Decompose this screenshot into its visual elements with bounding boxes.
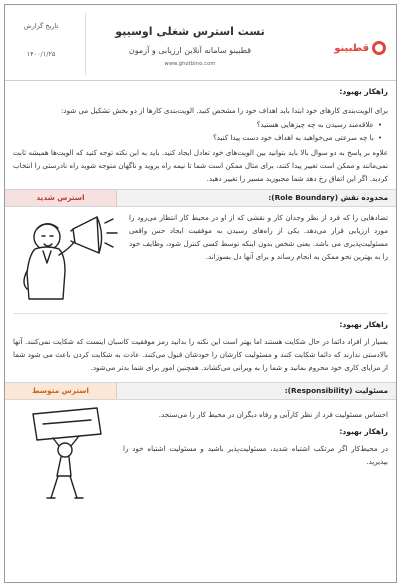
brand-logo xyxy=(334,41,386,55)
role-boundary-bar xyxy=(5,189,396,207)
report-header xyxy=(5,5,396,81)
solution-intro: برای الویت‌بندی کارهای خود ابتدا باید اهداف خود را مشخص کنید. الویت‌بندی کارها از دو بخش تشکیل می شود: xyxy=(61,106,388,115)
responsibility-title: مسئولیت (Responsibility): xyxy=(284,386,388,395)
role-boundary-body: تضادهایی را که فرد از نظر وجدان کار و نقشی که از او در محیط کار انتظار می‌رود را مورد ارزیابی قرار می‌دهد. یکی از راه‌های رسیدن به موفقیت ایجاد حس واقعی مسئولیت‌پذیری می باشد. یعنی شخص بدون اینکه توسط کسی کنترل شود، وظایف خود را به بهترین نحو ممکن به انجام رساند و برای آنها دل بسوزاند. xyxy=(129,213,388,261)
document-subtitle: قطبینو سامانه آنلاین ارزیابی و آزمون xyxy=(128,46,252,55)
bullet-item: • با چه سرعتی می‌خواهید به اهداف خود دست پیدا کنید؟ xyxy=(13,131,382,144)
site-url: www.ghotbino.com xyxy=(164,61,216,67)
logo-text: قطبینو xyxy=(334,42,369,54)
role-boundary-section xyxy=(5,207,396,307)
person-carrying-load-illustration xyxy=(13,404,117,502)
responsibility-solution-body: در محیط‌کار اگر مرتکب اشتباه شدید، مسئولیت‌پذیر باشید و مسئولیت اشتباه خود را بپذیرید. xyxy=(123,444,388,466)
header-divider xyxy=(85,13,86,75)
date-value: ۱۴۰۰/۱/۲۵ xyxy=(26,50,56,58)
divider xyxy=(13,313,388,314)
role-boundary-title: محدوده نقش (Role Boundary): xyxy=(268,193,388,202)
responsibility-section xyxy=(5,400,396,502)
document-title: تست استرس شغلی اوسیپو xyxy=(115,25,265,38)
solution-label: راهکار بهبود: xyxy=(339,87,388,96)
title-block xyxy=(91,25,289,67)
bullet-item: • علاقه‌مند رسیدن به چه چیزهایی هستید؟ xyxy=(13,118,382,131)
solution-bullets xyxy=(13,118,388,144)
megaphone-man-illustration xyxy=(13,211,123,307)
role-solution-body: بسیار از افراد دائما در حال شکایت هستند اما بهتر است این نکته را بدانید رمز موفقیت کاسبان اینست که شکایت نمی‌کنند. آنها بالادستی ندارند که دائما شکایت کنند و مسئولیت کارشان را خودشان قبول می‌کنند. عادت به شکایت کردن باعث می شود شما از مزایای کاری خود محروم بمانید و شما را به ویرانی می‌کشاند. همچنین امور برای شما بدتر می‌شود. xyxy=(13,337,388,372)
stress-level-badge: استرس متوسط xyxy=(5,383,117,399)
responsibility-body: احساس مسئولیت فرد از نظر کارآیی و رفاه دیگران در محیط کار را می‌سنجد. xyxy=(158,410,388,419)
logo-icon xyxy=(372,41,386,55)
role-solution-section xyxy=(5,320,396,374)
solution-section-1 xyxy=(5,87,396,185)
date-label: تاریخ گزارش xyxy=(23,22,59,30)
report-date xyxy=(19,22,63,58)
solution-body: علاوه بر پاسخ به دو سوال بالا باید بتوانید بین الویت‌های خود تعادل ایجاد کنید. باید به این نکته توجه کنید که الویت‌ها همیشه ثابت نمی‌مانند و ممکن است تغییر پیدا کنند، برای مثال ممکن است شما تا نیمه راه بروید و ناگهان متوجه شوید راه نادرستی را انتخاب کردید. اگر این اتفاق رخ دهد شما مجبورید مسیر را تغییر دهید. xyxy=(13,148,388,183)
report-page xyxy=(4,4,397,583)
stress-level-badge: استرس شدید xyxy=(5,190,117,206)
solution-label: راهکار بهبود: xyxy=(339,427,388,436)
solution-label: راهکار بهبود: xyxy=(339,320,388,329)
responsibility-bar xyxy=(5,382,396,400)
